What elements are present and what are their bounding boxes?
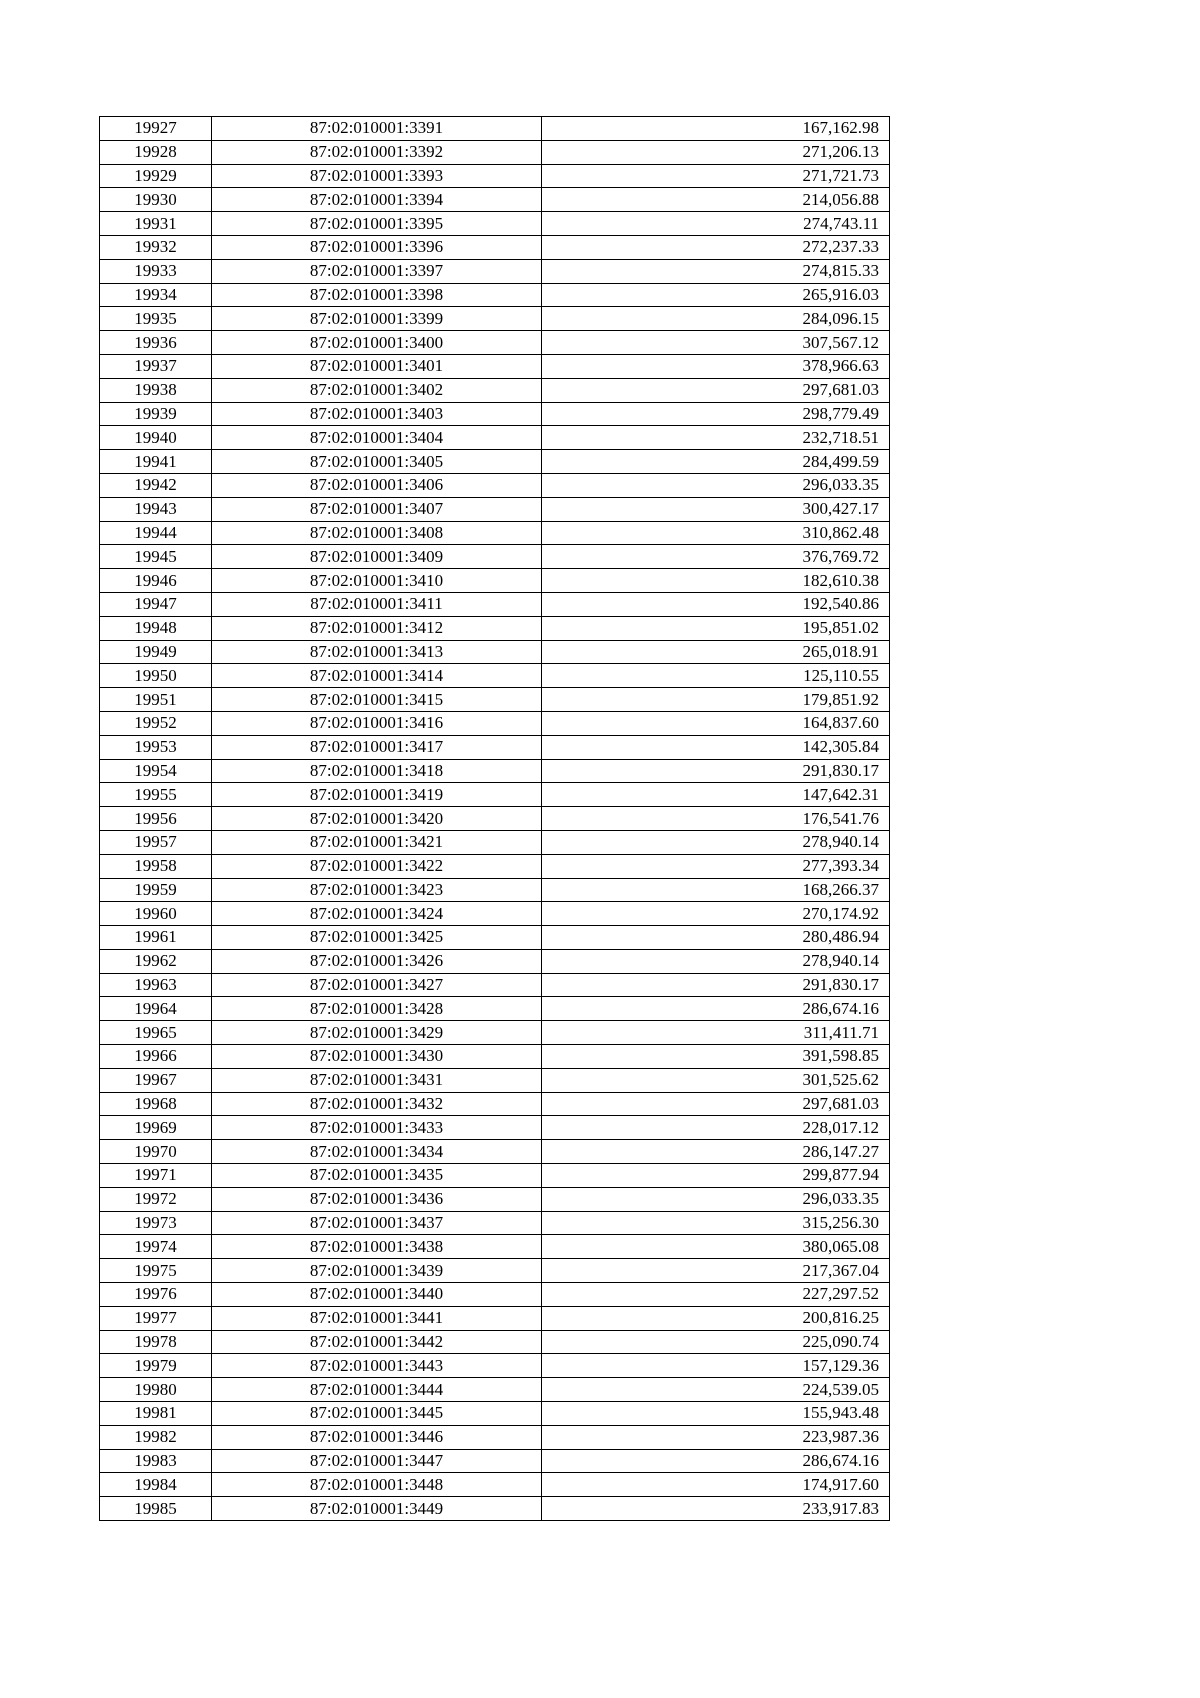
cadastral-number-cell: 87:02:010001:3428 <box>212 997 542 1021</box>
value-cell: 155,943.48 <box>542 1402 890 1426</box>
row-number-cell: 19978 <box>100 1330 212 1354</box>
row-number-cell: 19937 <box>100 354 212 378</box>
row-number-cell: 19979 <box>100 1354 212 1378</box>
table-row <box>100 1473 890 1497</box>
value-cell: 224,539.05 <box>542 1378 890 1402</box>
table-row <box>100 688 890 712</box>
cadastral-number-cell: 87:02:010001:3436 <box>212 1187 542 1211</box>
row-number-cell: 19938 <box>100 378 212 402</box>
table-row <box>100 616 890 640</box>
value-cell: 270,174.92 <box>542 902 890 926</box>
row-number-cell: 19967 <box>100 1068 212 1092</box>
table-row <box>100 1021 890 1045</box>
value-cell: 278,940.14 <box>542 949 890 973</box>
table-row <box>100 1116 890 1140</box>
value-cell: 271,721.73 <box>542 164 890 188</box>
cadastral-number-cell: 87:02:010001:3437 <box>212 1211 542 1235</box>
table-row <box>100 212 890 236</box>
cadastral-number-cell: 87:02:010001:3407 <box>212 497 542 521</box>
cadastral-number-cell: 87:02:010001:3432 <box>212 1092 542 1116</box>
row-number-cell: 19959 <box>100 878 212 902</box>
cadastral-number-cell: 87:02:010001:3420 <box>212 807 542 831</box>
row-number-cell: 19943 <box>100 497 212 521</box>
cadastral-number-cell: 87:02:010001:3401 <box>212 354 542 378</box>
table-row <box>100 878 890 902</box>
row-number-cell: 19951 <box>100 688 212 712</box>
cadastral-number-cell: 87:02:010001:3424 <box>212 902 542 926</box>
cadastral-number-cell: 87:02:010001:3435 <box>212 1164 542 1188</box>
row-number-cell: 19953 <box>100 735 212 759</box>
value-cell: 142,305.84 <box>542 735 890 759</box>
table-row <box>100 1378 890 1402</box>
row-number-cell: 19957 <box>100 830 212 854</box>
table-row <box>100 545 890 569</box>
cadastral-number-cell: 87:02:010001:3426 <box>212 949 542 973</box>
value-cell: 192,540.86 <box>542 592 890 616</box>
table-row <box>100 664 890 688</box>
cadastral-number-cell: 87:02:010001:3414 <box>212 664 542 688</box>
cadastral-number-cell: 87:02:010001:3399 <box>212 307 542 331</box>
row-number-cell: 19955 <box>100 783 212 807</box>
cadastral-number-cell: 87:02:010001:3410 <box>212 569 542 593</box>
row-number-cell: 19927 <box>100 117 212 141</box>
row-number-cell: 19981 <box>100 1402 212 1426</box>
cadastral-number-cell: 87:02:010001:3445 <box>212 1402 542 1426</box>
row-number-cell: 19977 <box>100 1306 212 1330</box>
cadastral-number-cell: 87:02:010001:3446 <box>212 1425 542 1449</box>
row-number-cell: 19968 <box>100 1092 212 1116</box>
value-cell: 265,018.91 <box>542 640 890 664</box>
value-cell: 298,779.49 <box>542 402 890 426</box>
cadastral-number-cell: 87:02:010001:3421 <box>212 830 542 854</box>
row-number-cell: 19975 <box>100 1259 212 1283</box>
cadastral-number-cell: 87:02:010001:3395 <box>212 212 542 236</box>
value-cell: 280,486.94 <box>542 926 890 950</box>
row-number-cell: 19962 <box>100 949 212 973</box>
cadastral-number-cell: 87:02:010001:3427 <box>212 973 542 997</box>
table-row <box>100 1045 890 1069</box>
row-number-cell: 19948 <box>100 616 212 640</box>
table-row <box>100 1425 890 1449</box>
cadastral-number-cell: 87:02:010001:3398 <box>212 283 542 307</box>
cadastral-number-cell: 87:02:010001:3392 <box>212 140 542 164</box>
table-row <box>100 450 890 474</box>
table-row <box>100 783 890 807</box>
cadastral-number-cell: 87:02:010001:3443 <box>212 1354 542 1378</box>
value-cell: 307,567.12 <box>542 331 890 355</box>
row-number-cell: 19946 <box>100 569 212 593</box>
value-cell: 182,610.38 <box>542 569 890 593</box>
table-row <box>100 283 890 307</box>
cadastral-number-cell: 87:02:010001:3404 <box>212 426 542 450</box>
row-number-cell: 19980 <box>100 1378 212 1402</box>
value-cell: 232,718.51 <box>542 426 890 450</box>
cadastral-number-cell: 87:02:010001:3422 <box>212 854 542 878</box>
row-number-cell: 19976 <box>100 1283 212 1307</box>
cadastral-number-cell: 87:02:010001:3391 <box>212 117 542 141</box>
row-number-cell: 19944 <box>100 521 212 545</box>
cadastral-number-cell: 87:02:010001:3448 <box>212 1473 542 1497</box>
cadastral-number-cell: 87:02:010001:3442 <box>212 1330 542 1354</box>
value-cell: 277,393.34 <box>542 854 890 878</box>
cadastral-number-cell: 87:02:010001:3425 <box>212 926 542 950</box>
value-cell: 296,033.35 <box>542 1187 890 1211</box>
cadastral-number-cell: 87:02:010001:3406 <box>212 473 542 497</box>
table-row <box>100 402 890 426</box>
value-cell: 284,499.59 <box>542 450 890 474</box>
row-number-cell: 19969 <box>100 1116 212 1140</box>
cadastral-number-cell: 87:02:010001:3429 <box>212 1021 542 1045</box>
value-cell: 301,525.62 <box>542 1068 890 1092</box>
value-cell: 297,681.03 <box>542 1092 890 1116</box>
row-number-cell: 19932 <box>100 235 212 259</box>
table-row <box>100 902 890 926</box>
row-number-cell: 19928 <box>100 140 212 164</box>
table-row <box>100 426 890 450</box>
row-number-cell: 19935 <box>100 307 212 331</box>
value-cell: 200,816.25 <box>542 1306 890 1330</box>
cadastral-number-cell: 87:02:010001:3415 <box>212 688 542 712</box>
table-row <box>100 592 890 616</box>
value-cell: 315,256.30 <box>542 1211 890 1235</box>
table-row <box>100 497 890 521</box>
value-cell: 164,837.60 <box>542 711 890 735</box>
table-row <box>100 1164 890 1188</box>
row-number-cell: 19941 <box>100 450 212 474</box>
table-row <box>100 926 890 950</box>
value-cell: 272,237.33 <box>542 235 890 259</box>
cadastral-number-cell: 87:02:010001:3411 <box>212 592 542 616</box>
table-row <box>100 473 890 497</box>
table-row <box>100 640 890 664</box>
value-cell: 378,966.63 <box>542 354 890 378</box>
cadastral-number-cell: 87:02:010001:3394 <box>212 188 542 212</box>
row-number-cell: 19982 <box>100 1425 212 1449</box>
value-cell: 271,206.13 <box>542 140 890 164</box>
row-number-cell: 19970 <box>100 1140 212 1164</box>
table-row <box>100 378 890 402</box>
table-row <box>100 997 890 1021</box>
table-row <box>100 1283 890 1307</box>
value-cell: 233,917.83 <box>542 1497 890 1521</box>
table-row <box>100 807 890 831</box>
value-cell: 265,916.03 <box>542 283 890 307</box>
row-number-cell: 19971 <box>100 1164 212 1188</box>
row-number-cell: 19952 <box>100 711 212 735</box>
cadastral-number-cell: 87:02:010001:3397 <box>212 259 542 283</box>
table-row <box>100 1092 890 1116</box>
row-number-cell: 19956 <box>100 807 212 831</box>
value-cell: 284,096.15 <box>542 307 890 331</box>
value-cell: 225,090.74 <box>542 1330 890 1354</box>
value-cell: 299,877.94 <box>542 1164 890 1188</box>
value-cell: 278,940.14 <box>542 830 890 854</box>
cadastral-number-cell: 87:02:010001:3419 <box>212 783 542 807</box>
cadastral-number-cell: 87:02:010001:3412 <box>212 616 542 640</box>
row-number-cell: 19958 <box>100 854 212 878</box>
cadastral-number-cell: 87:02:010001:3413 <box>212 640 542 664</box>
value-cell: 195,851.02 <box>542 616 890 640</box>
cadastral-number-cell: 87:02:010001:3423 <box>212 878 542 902</box>
value-cell: 179,851.92 <box>542 688 890 712</box>
table-row <box>100 140 890 164</box>
cadastral-number-cell: 87:02:010001:3438 <box>212 1235 542 1259</box>
row-number-cell: 19940 <box>100 426 212 450</box>
table-row <box>100 259 890 283</box>
cadastral-number-cell: 87:02:010001:3447 <box>212 1449 542 1473</box>
table-row <box>100 1235 890 1259</box>
table-row <box>100 759 890 783</box>
cadastral-number-cell: 87:02:010001:3416 <box>212 711 542 735</box>
row-number-cell: 19965 <box>100 1021 212 1045</box>
value-cell: 291,830.17 <box>542 973 890 997</box>
cadastral-number-cell: 87:02:010001:3440 <box>212 1283 542 1307</box>
value-cell: 286,147.27 <box>542 1140 890 1164</box>
row-number-cell: 19942 <box>100 473 212 497</box>
table-row <box>100 1068 890 1092</box>
table-row <box>100 117 890 141</box>
value-cell: 157,129.36 <box>542 1354 890 1378</box>
value-cell: 296,033.35 <box>542 473 890 497</box>
table-row <box>100 1140 890 1164</box>
value-cell: 297,681.03 <box>542 378 890 402</box>
table-row <box>100 1449 890 1473</box>
value-cell: 168,266.37 <box>542 878 890 902</box>
value-cell: 286,674.16 <box>542 997 890 1021</box>
table-row <box>100 949 890 973</box>
cadastral-number-cell: 87:02:010001:3417 <box>212 735 542 759</box>
table-row <box>100 830 890 854</box>
cadastral-number-cell: 87:02:010001:3403 <box>212 402 542 426</box>
row-number-cell: 19954 <box>100 759 212 783</box>
row-number-cell: 19939 <box>100 402 212 426</box>
cadastral-number-cell: 87:02:010001:3441 <box>212 1306 542 1330</box>
row-number-cell: 19964 <box>100 997 212 1021</box>
table-row <box>100 735 890 759</box>
table-row <box>100 973 890 997</box>
table-row <box>100 354 890 378</box>
row-number-cell: 19949 <box>100 640 212 664</box>
row-number-cell: 19931 <box>100 212 212 236</box>
row-number-cell: 19974 <box>100 1235 212 1259</box>
value-cell: 286,674.16 <box>542 1449 890 1473</box>
row-number-cell: 19929 <box>100 164 212 188</box>
cadastral-number-cell: 87:02:010001:3430 <box>212 1045 542 1069</box>
cadastral-number-cell: 87:02:010001:3418 <box>212 759 542 783</box>
row-number-cell: 19985 <box>100 1497 212 1521</box>
value-cell: 217,367.04 <box>542 1259 890 1283</box>
table-row <box>100 854 890 878</box>
table-row <box>100 1330 890 1354</box>
value-cell: 300,427.17 <box>542 497 890 521</box>
row-number-cell: 19950 <box>100 664 212 688</box>
value-cell: 310,862.48 <box>542 521 890 545</box>
cadastral-number-cell: 87:02:010001:3393 <box>212 164 542 188</box>
value-cell: 214,056.88 <box>542 188 890 212</box>
table-row <box>100 1402 890 1426</box>
row-number-cell: 19972 <box>100 1187 212 1211</box>
value-cell: 125,110.55 <box>542 664 890 688</box>
row-number-cell: 19947 <box>100 592 212 616</box>
table-row <box>100 569 890 593</box>
value-cell: 167,162.98 <box>542 117 890 141</box>
row-number-cell: 19966 <box>100 1045 212 1069</box>
cadastral-number-cell: 87:02:010001:3434 <box>212 1140 542 1164</box>
table-row <box>100 188 890 212</box>
row-number-cell: 19960 <box>100 902 212 926</box>
table-row <box>100 1497 890 1521</box>
cadastral-number-cell: 87:02:010001:3402 <box>212 378 542 402</box>
cadastral-number-cell: 87:02:010001:3396 <box>212 235 542 259</box>
value-cell: 227,297.52 <box>542 1283 890 1307</box>
cadastral-number-cell: 87:02:010001:3405 <box>212 450 542 474</box>
value-cell: 380,065.08 <box>542 1235 890 1259</box>
value-cell: 223,987.36 <box>542 1425 890 1449</box>
table-row <box>100 1306 890 1330</box>
value-cell: 228,017.12 <box>542 1116 890 1140</box>
table-row <box>100 307 890 331</box>
row-number-cell: 19930 <box>100 188 212 212</box>
value-cell: 176,541.76 <box>542 807 890 831</box>
value-cell: 391,598.85 <box>542 1045 890 1069</box>
table-row <box>100 235 890 259</box>
cadastral-number-cell: 87:02:010001:3449 <box>212 1497 542 1521</box>
row-number-cell: 19983 <box>100 1449 212 1473</box>
table-row <box>100 711 890 735</box>
cadastral-number-cell: 87:02:010001:3431 <box>212 1068 542 1092</box>
table-body <box>100 117 890 1521</box>
cadastral-value-table <box>99 116 890 1521</box>
value-cell: 274,815.33 <box>542 259 890 283</box>
cadastral-number-cell: 87:02:010001:3444 <box>212 1378 542 1402</box>
cadastral-number-cell: 87:02:010001:3433 <box>212 1116 542 1140</box>
row-number-cell: 19963 <box>100 973 212 997</box>
row-number-cell: 19945 <box>100 545 212 569</box>
value-cell: 174,917.60 <box>542 1473 890 1497</box>
table-row <box>100 1354 890 1378</box>
cadastral-number-cell: 87:02:010001:3409 <box>212 545 542 569</box>
table-row <box>100 1211 890 1235</box>
value-cell: 274,743.11 <box>542 212 890 236</box>
row-number-cell: 19934 <box>100 283 212 307</box>
row-number-cell: 19936 <box>100 331 212 355</box>
cadastral-number-cell: 87:02:010001:3408 <box>212 521 542 545</box>
table-row <box>100 521 890 545</box>
value-cell: 291,830.17 <box>542 759 890 783</box>
value-cell: 147,642.31 <box>542 783 890 807</box>
table-row <box>100 331 890 355</box>
table-row <box>100 1259 890 1283</box>
cadastral-number-cell: 87:02:010001:3439 <box>212 1259 542 1283</box>
row-number-cell: 19973 <box>100 1211 212 1235</box>
value-cell: 376,769.72 <box>542 545 890 569</box>
row-number-cell: 19961 <box>100 926 212 950</box>
row-number-cell: 19984 <box>100 1473 212 1497</box>
table-row <box>100 1187 890 1211</box>
row-number-cell: 19933 <box>100 259 212 283</box>
cadastral-number-cell: 87:02:010001:3400 <box>212 331 542 355</box>
table-row <box>100 164 890 188</box>
value-cell: 311,411.71 <box>542 1021 890 1045</box>
